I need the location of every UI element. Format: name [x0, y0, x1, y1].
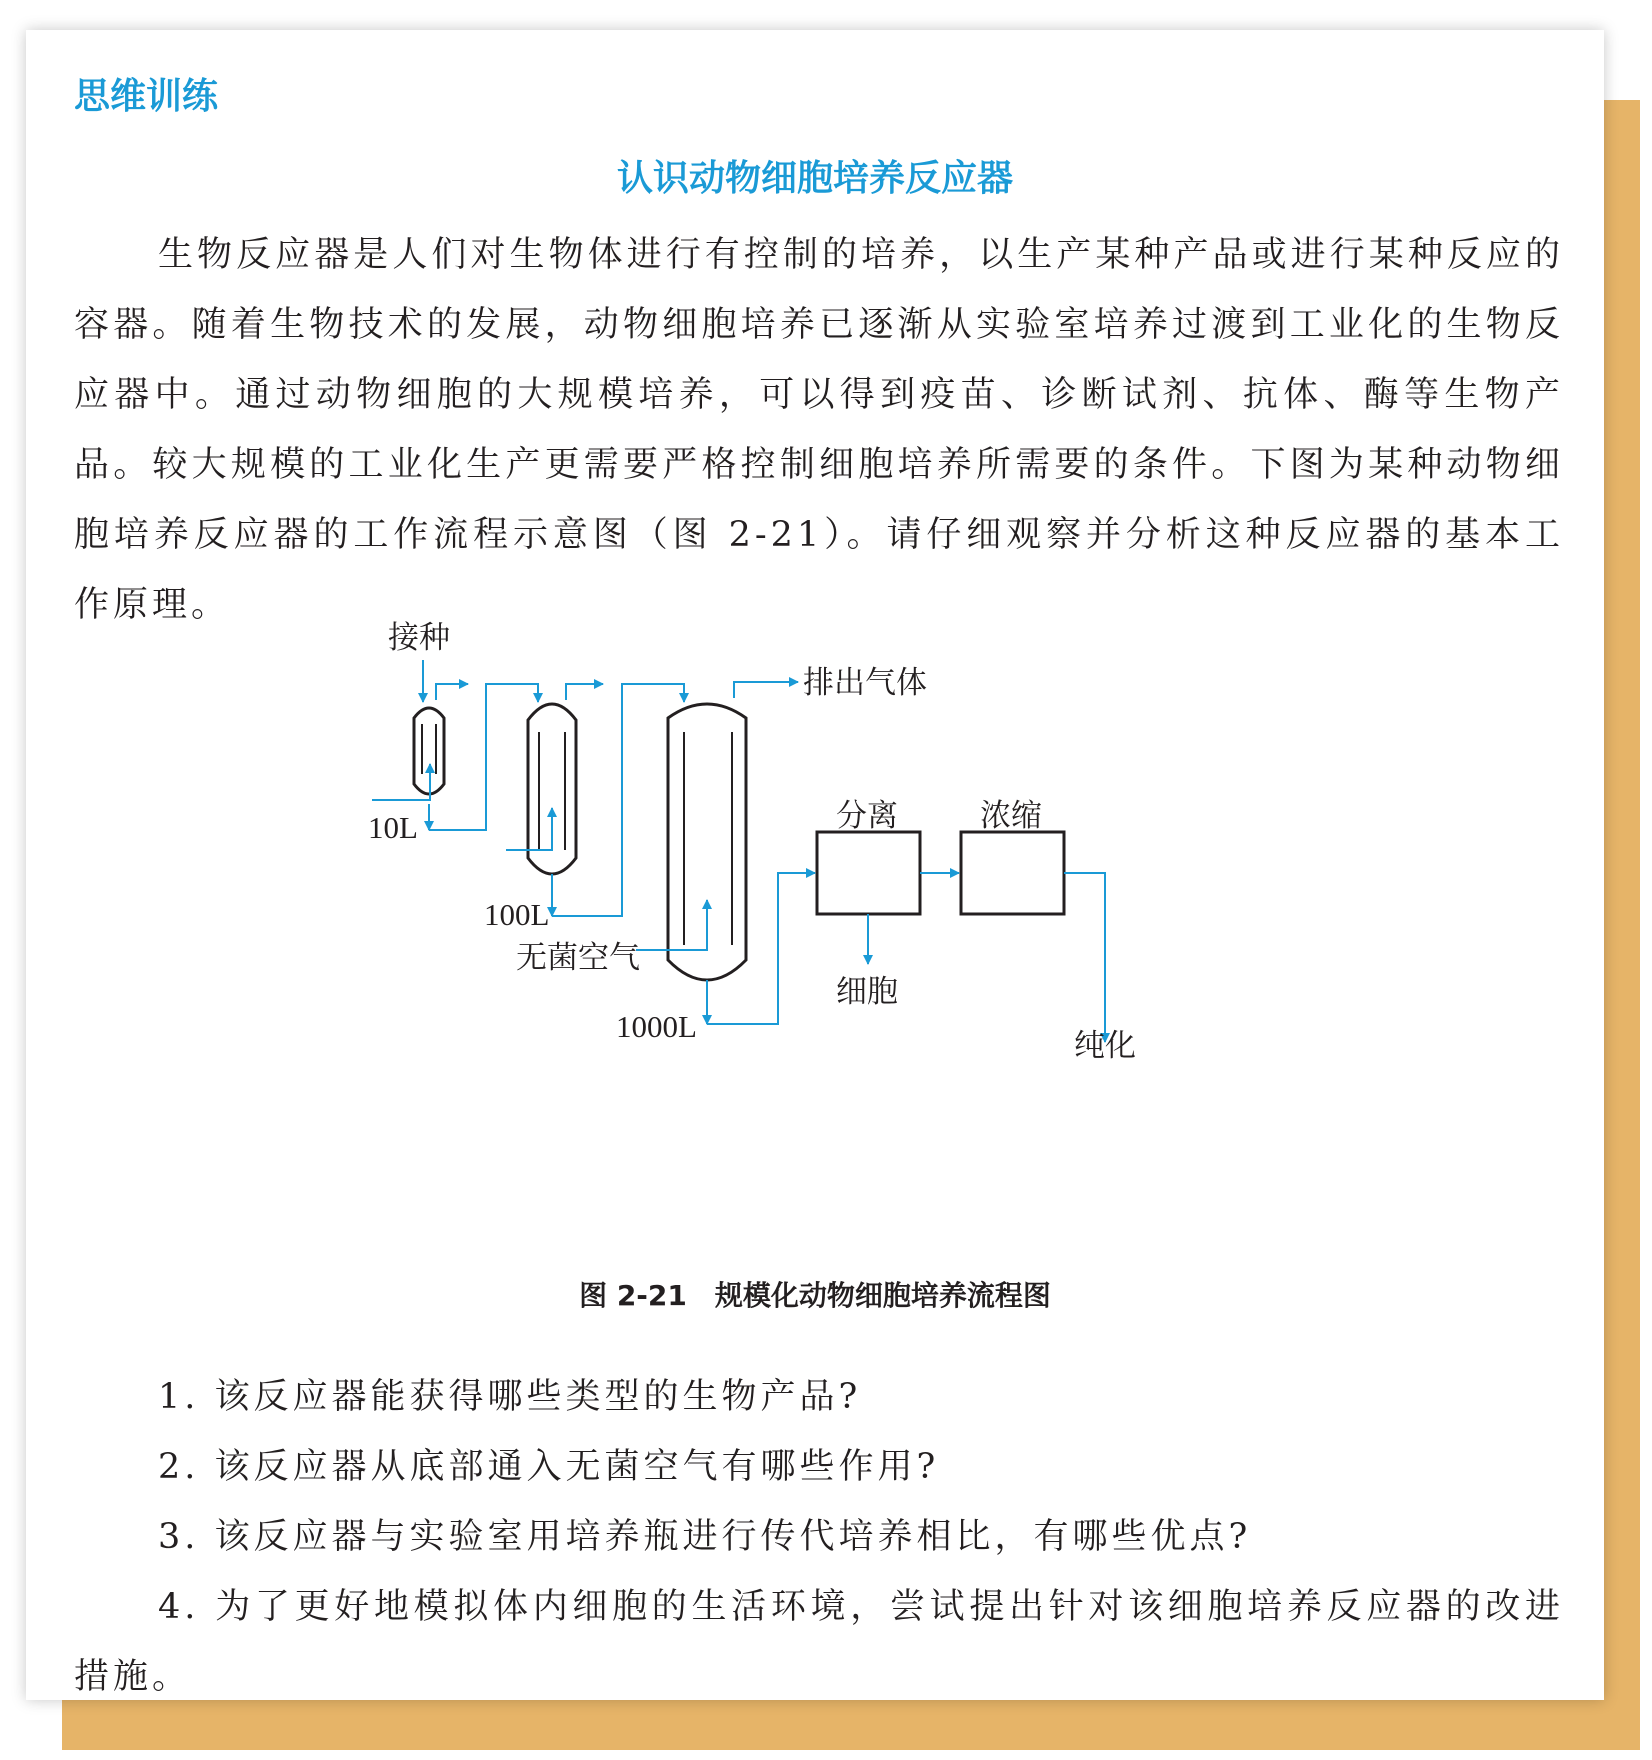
- label-cells: 细胞: [836, 974, 898, 1009]
- question-item: 2. 该反应器从底部通入无菌空气有哪些作用?: [158, 1447, 940, 1487]
- separation-box: [817, 832, 920, 914]
- label-100l: 100L: [484, 897, 550, 932]
- flow-lines: [372, 660, 1105, 1042]
- label-sterile-air: 无菌空气: [516, 940, 640, 975]
- section-tag: 思维训练: [74, 76, 219, 117]
- label-1000l: 1000L: [616, 1009, 697, 1044]
- question-item: 1. 该反应器能获得哪些类型的生物产品?: [158, 1377, 862, 1417]
- thinking-training-card: [26, 30, 1604, 1700]
- figure-caption: 图 2-21 规模化动物细胞培养流程图: [579, 1279, 1051, 1312]
- card-title: 认识动物细胞培养反应器: [616, 158, 1013, 199]
- question-list: [74, 1362, 1564, 1712]
- question-item: 4. 为了更好地模拟体内细胞的生活环境，尝试提出针对该细胞培养反应器的改进措施。: [74, 1587, 1564, 1697]
- label-separation: 分离: [836, 798, 898, 833]
- label-purification: 纯化: [1074, 1028, 1136, 1063]
- bioreactor-flow-diagram: [366, 620, 1296, 1210]
- intro-paragraph: 生物反应器是人们对生物体进行有控制的培养，以生产某种产品或进行某种反应的容器。随着生物技术的发展，动物细胞培养已逐渐从实验室培养过渡到工业化的生物反应器中。通过动物细胞的大规模培养，可以得到疫苗、诊断试剂、抗体、酶等生物产品。较大规模的工业化生产更需要严格控制细胞培养所需要的条件。下图为某种动物细胞培养反应器的工作流程示意图（图 2-21）。请仔细观察并分析这种反应器的基本工作原理。: [74, 235, 1564, 625]
- label-exhaust-gas: 排出气体: [803, 665, 927, 700]
- question-item: 3. 该反应器与实验室用培养瓶进行传代培养相比，有哪些优点?: [158, 1517, 1252, 1557]
- label-concentration: 浓缩: [980, 798, 1042, 833]
- label-10l: 10L: [368, 810, 418, 845]
- concentration-box: [961, 832, 1064, 914]
- label-inoculation: 接种: [388, 620, 450, 655]
